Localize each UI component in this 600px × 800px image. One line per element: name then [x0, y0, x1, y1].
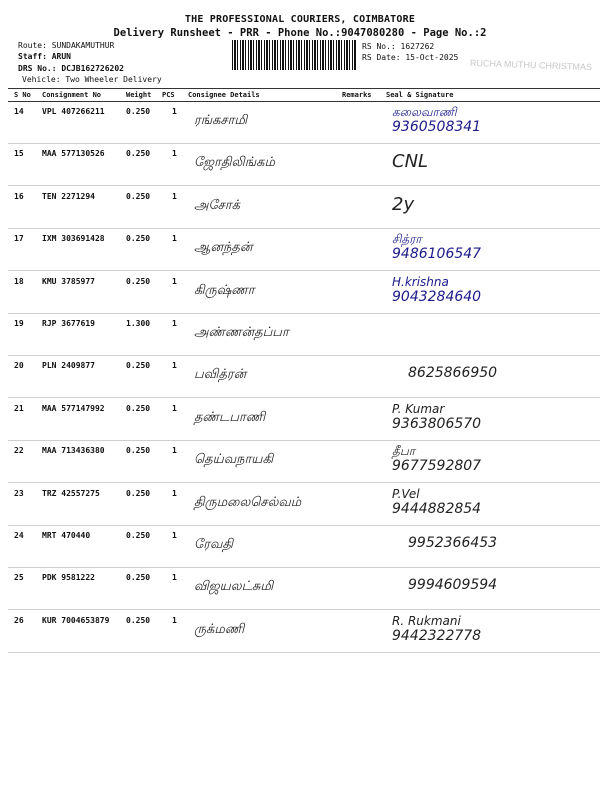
- cell-consignment: MRT 470440: [42, 531, 91, 540]
- table-row: [8, 567, 600, 610]
- table-row: [8, 355, 600, 398]
- cell-consignment: MAA 713436380: [42, 446, 105, 456]
- table-row: [8, 143, 600, 186]
- cell-weight: 0.250: [126, 531, 151, 540]
- signature-number: 9952366453: [408, 535, 498, 551]
- faint-stamp: RUCHA MUTHU CHRISTMAS: [469, 57, 593, 73]
- table-row: [8, 313, 600, 356]
- signature-number: CNL: [392, 151, 429, 173]
- signature-name: H.krishna: [392, 274, 449, 289]
- cell-sno: 26: [14, 615, 24, 625]
- cell-weight: 0.250: [126, 276, 151, 286]
- col-weight: Weight: [126, 91, 152, 99]
- col-consignment: Consignment No: [42, 91, 102, 99]
- cell-sno: 19: [14, 319, 24, 328]
- cell-weight: 0.250: [126, 107, 151, 116]
- table-row: [8, 228, 600, 271]
- table-row: [8, 186, 600, 229]
- cell-sno: 18: [14, 276, 24, 286]
- cell-sno: 15: [14, 149, 24, 159]
- cell-pcs: 1: [172, 149, 177, 159]
- drs-number: DRS No.: DCJB162726202: [18, 64, 124, 73]
- table-row: [8, 483, 600, 526]
- cell-consignment: TRZ 42557275: [42, 488, 100, 498]
- consignee-name: ஜோதிலிங்கம்: [194, 155, 275, 171]
- signature-name: தீபா: [392, 444, 416, 459]
- rs-date: RS Date: 15-Oct-2025: [362, 53, 459, 62]
- consignee-name: அண்ணன்தப்பா: [194, 325, 289, 340]
- consignee-name: ஆனந்தன்: [194, 240, 253, 256]
- cell-consignment: IXM 303691428: [42, 234, 105, 244]
- rs-number: RS No.: 1627262: [362, 42, 435, 51]
- table-row: [8, 440, 600, 483]
- cell-weight: 0.250: [126, 149, 151, 159]
- cell-consignment: PLN 2409877: [42, 361, 95, 371]
- signature-name: P.Vel: [392, 486, 420, 501]
- cell-sno: 21: [14, 403, 24, 413]
- consignee-name: அசோக்: [194, 197, 240, 213]
- cell-consignment: KMU 3785977: [42, 276, 95, 286]
- cell-weight: 0.250: [126, 488, 151, 498]
- signature-name: R. Rukmani: [392, 613, 461, 628]
- cell-sno: 17: [14, 234, 24, 244]
- cell-pcs: 1: [172, 276, 177, 286]
- consignee-name: ருக்மணி: [194, 621, 245, 637]
- cell-sno: 23: [14, 488, 24, 498]
- signature-number: 9442322778: [392, 627, 482, 644]
- table-row: [8, 101, 600, 144]
- signature-number: 9486106547: [392, 246, 482, 263]
- cell-consignment: TEN 2271294: [42, 191, 95, 201]
- cell-pcs: 1: [172, 573, 177, 583]
- cell-pcs: 1: [172, 615, 177, 625]
- signature-name: கலைவாணி: [392, 105, 457, 119]
- cell-pcs: 1: [172, 531, 177, 540]
- signature-number: 9043284640: [392, 288, 482, 305]
- table-row: [8, 610, 600, 653]
- cell-consignment: KUR 7004653879: [42, 615, 110, 625]
- cell-pcs: 1: [172, 319, 177, 328]
- consignee-name: ரங்கசாமி: [194, 113, 248, 128]
- col-seal: Seal & Signature: [386, 91, 454, 99]
- col-pcs: PCS: [162, 91, 175, 99]
- vehicle-label: Vehicle: Two Wheeler Delivery: [22, 75, 162, 84]
- signature-number: 9677592807: [392, 458, 482, 475]
- runsheet-title: Delivery Runsheet - PRR - Phone No.:9047080280 - Page No.:2: [113, 27, 487, 39]
- cell-weight: 0.250: [126, 615, 151, 625]
- signature-name: P. Kumar: [392, 401, 445, 416]
- col-consignee: Consignee Details: [188, 91, 260, 99]
- cell-weight: 0.250: [126, 191, 151, 201]
- consignee-name: தெய்வநாயகி: [194, 452, 274, 468]
- consignee-name: ரேவதி: [194, 537, 234, 552]
- cell-sno: 20: [14, 361, 24, 371]
- consignee-name: பவித்ரன்: [194, 367, 247, 383]
- consignee-name: திருமலைசெல்வம்: [194, 494, 302, 510]
- signature-number: 9994609594: [408, 577, 498, 594]
- signature-number: 9444882854: [392, 500, 482, 517]
- cell-weight: 0.250: [126, 446, 151, 456]
- cell-consignment: MAA 577147992: [42, 403, 105, 413]
- cell-consignment: MAA 577130526: [42, 149, 105, 159]
- cell-pcs: 1: [172, 446, 177, 456]
- cell-sno: 22: [14, 446, 24, 456]
- cell-sno: 14: [14, 107, 24, 116]
- cell-pcs: 1: [172, 191, 177, 201]
- cell-weight: 0.250: [126, 403, 151, 413]
- cell-weight: 0.250: [126, 234, 151, 244]
- table-header: [8, 88, 600, 102]
- table-row: [8, 271, 600, 314]
- cell-pcs: 1: [172, 488, 177, 498]
- cell-sno: 25: [14, 573, 24, 583]
- cell-consignment: PDK 9581222: [42, 573, 95, 583]
- cell-weight: 0.250: [126, 573, 151, 583]
- cell-weight: 0.250: [126, 361, 151, 371]
- table-row: [8, 398, 600, 441]
- staff-label: Staff: ARUN: [18, 52, 71, 61]
- consignee-name: கிருஷ்ணா: [194, 282, 255, 298]
- cell-consignment: RJP 3677619: [42, 319, 95, 328]
- cell-pcs: 1: [172, 107, 177, 116]
- consignee-name: தண்டபாணி: [194, 409, 266, 425]
- signature-name: சித்ரா: [392, 232, 422, 247]
- company-title: THE PROFESSIONAL COURIERS, COIMBATORE: [184, 14, 416, 25]
- signature-number: 9363806570: [392, 415, 482, 432]
- signature-number: 2y: [392, 193, 415, 215]
- route-label: Route: SUNDAKAMUTHUR: [18, 41, 115, 50]
- consignee-name: விஜயலட்சுமி: [194, 579, 274, 595]
- cell-pcs: 1: [172, 403, 177, 413]
- cell-sno: 24: [14, 531, 24, 540]
- cell-pcs: 1: [172, 361, 177, 371]
- cell-consignment: VPL 407266211: [42, 107, 105, 116]
- cell-pcs: 1: [172, 234, 177, 244]
- cell-sno: 16: [14, 191, 24, 201]
- cell-weight: 1.300: [126, 319, 151, 328]
- barcode-image: [232, 40, 356, 70]
- col-remarks: Remarks: [342, 91, 372, 99]
- signature-number: 9360508341: [392, 119, 482, 135]
- col-sno: S No: [14, 91, 31, 99]
- signature-number: 8625866950: [408, 365, 498, 382]
- table-row: [8, 525, 600, 568]
